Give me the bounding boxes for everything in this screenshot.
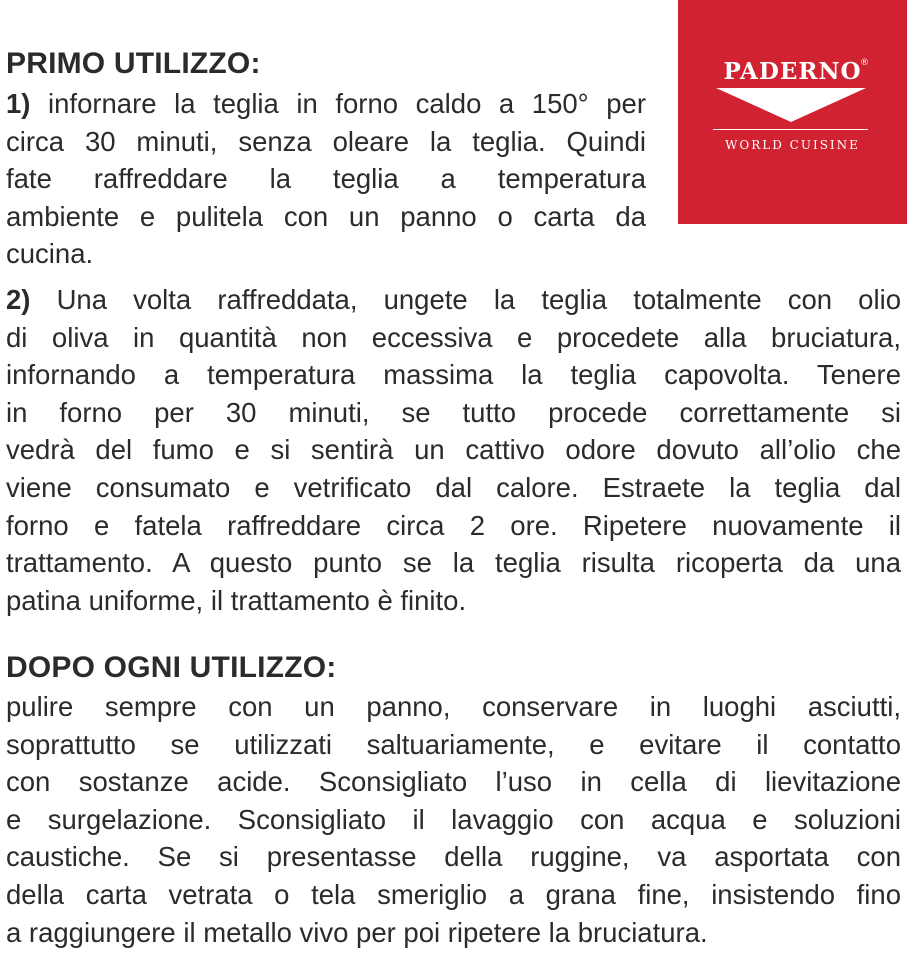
first-use-step2 [6, 281, 901, 619]
paderno-logo [678, 0, 907, 224]
after-line-1: soprattutto se utilizzati saltuariamente, e evitare il contatto [6, 728, 901, 760]
after-line-0: pulire sempre con un panno, conservare in luoghi asciutti, [6, 691, 901, 722]
after-line-6: a raggiungere il metallo vivo per poi ripetere la bruciatura. [6, 916, 708, 948]
after-line-4: caustiche. Se si presentasse della ruggine, va asportata con [6, 841, 901, 873]
registered-mark: ® [860, 58, 869, 68]
step1-line-2: fate raffreddare la teglia a temperatura [6, 163, 646, 195]
after-line-5: della carta vetrata o tela smeriglio a grana fine, insistendo fino [6, 878, 901, 910]
chevron-icon [716, 88, 866, 124]
step2-line-1: di oliva in quantità non eccessiva e procedete alla bruciatura, [6, 321, 901, 353]
step2-line-7: trattamento. A questo punto se la teglia risulta ricoperta da una [6, 547, 901, 579]
step1-number: 1) [6, 88, 31, 119]
step2-line-6: forno e fatela raffreddare circa 2 ore. Ripetere nuovamente il [6, 509, 901, 541]
after-line-2: con sostanze acide. Sconsigliato l’uso in cella di lievitazione [6, 766, 901, 798]
first-use-heading: PRIMO UTILIZZO: [6, 47, 261, 80]
step1-line-4: cucina. [6, 238, 94, 270]
logo-tagline: WORLD CUISINE [725, 138, 860, 152]
step2-line-5: viene consumato e vetrificato dal calore. Estraete la teglia dal [6, 471, 901, 503]
after-use-heading: DOPO OGNI UTILIZZO: [6, 651, 337, 684]
step2-line-2: infornando a temperatura massima la teglia capovolta. Tenere [6, 359, 901, 391]
first-use-step1 [6, 85, 646, 273]
logo-brand-name: PADERNO [723, 58, 862, 85]
step1-line-1: circa 30 minuti, senza oleare la teglia. Quindi [6, 125, 646, 157]
after-line-3: e surgelazione. Sconsigliato il lavaggio con acqua e soluzioni [6, 803, 901, 835]
after-use-text [6, 688, 901, 951]
step2-line-4: vedrà del fumo e si sentirà un cattivo odore dovuto all’olio che [6, 434, 901, 466]
step1-line-3: ambiente e pulitela con un panno o carta da [6, 200, 646, 232]
step2-line-3: in forno per 30 minuti, se tutto procede correttamente si [6, 396, 901, 428]
step2-line-0 [6, 281, 901, 319]
step2-line-8: patina uniforme, il trattamento è finito. [6, 584, 467, 616]
logo-divider [713, 129, 868, 130]
step2-number: 2) [6, 284, 31, 315]
step1-line-0-text: infornare la teglia in forno caldo a 150° per [30, 88, 646, 119]
step2-line-0-text: Una volta raffreddata, ungete la teglia totalmente con olio [30, 284, 901, 315]
step1-line-0 [6, 85, 646, 123]
